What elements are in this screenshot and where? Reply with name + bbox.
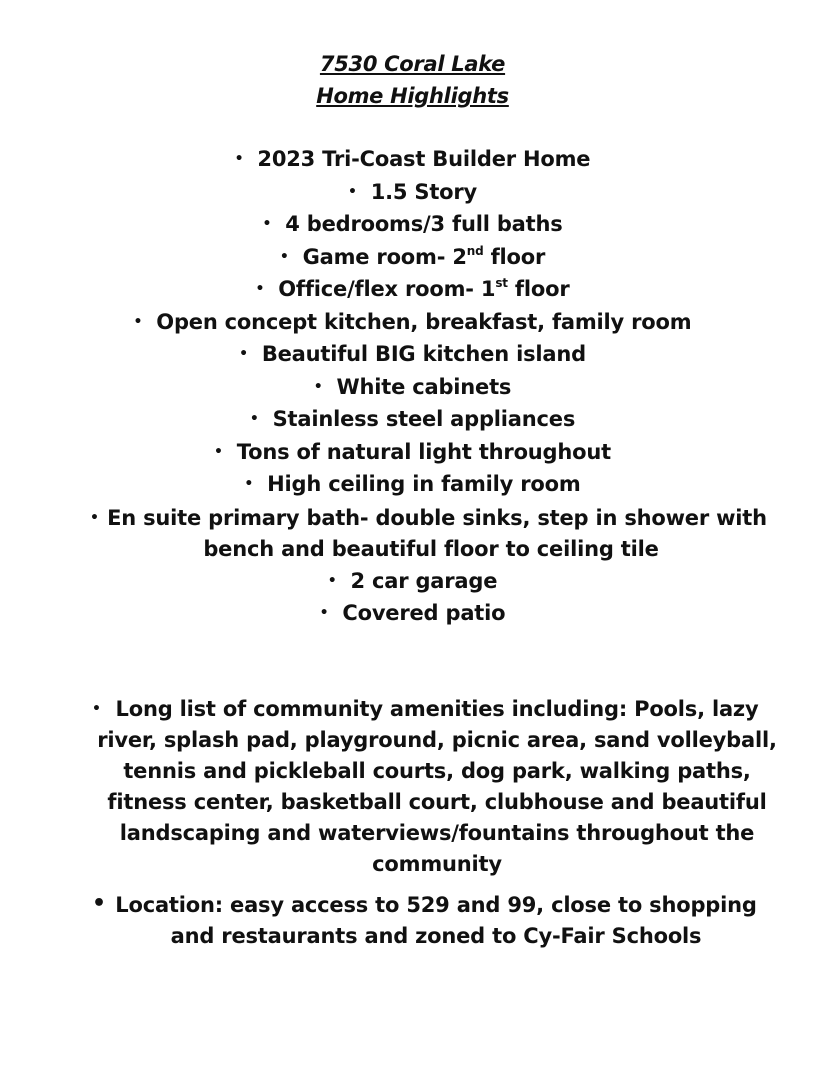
list-item-community (88, 694, 778, 880)
bullet-icon: • (249, 411, 259, 427)
list-item: • 1.5 Story (0, 176, 825, 209)
list-item: • Beautiful BIG kitchen island (0, 338, 825, 371)
list-item: • Open concept kitchen, breakfast, family room (0, 306, 825, 339)
highlights-title: Home Highlights (316, 84, 509, 108)
list-item: • White cabinets (0, 371, 825, 404)
bullet-icon: • (214, 443, 223, 460)
bullet-icon: • (90, 510, 99, 526)
list-item: • High ceiling in family room (0, 468, 825, 501)
list-item: • Stainless steel appliances (0, 403, 825, 436)
location-text: Location: easy access to 529 and 99, close to shopping and restaurants and zoned to Cy-Fair Schools (115, 893, 757, 948)
list-item: • Covered patio (0, 597, 825, 629)
list-item: • 2 car garage (0, 565, 825, 597)
bullet-icon: • (327, 573, 337, 589)
list-item: • 2023 Tri-Coast Builder Home (0, 143, 825, 176)
bullet-icon: • (244, 476, 254, 492)
list-item: • 4 bedrooms/3 full baths (0, 208, 825, 241)
highlights-list (0, 143, 825, 501)
bullet-icon: • (279, 248, 289, 265)
list-item-suite (84, 503, 778, 565)
bullet-icon: • (92, 701, 101, 717)
bullet-icon: • (347, 183, 357, 200)
amenities-short-list (0, 565, 825, 629)
address-title: 7530 Coral Lake (319, 52, 506, 76)
suite-line-2: bench and beautiful floor to ceiling tile (203, 537, 659, 561)
bullet-icon: • (234, 151, 244, 167)
list-item: • Office/flex room- 1st floor (0, 273, 825, 306)
bullet-icon: • (313, 378, 323, 395)
bullet-icon: • (255, 281, 265, 297)
bullet-icon: • (133, 313, 143, 330)
community-text: Long list of community amenities including: Pools, lazy river, splash pad, playground, picnic area, sand volleyball, tennis and pickleball courts, dog park, walking paths, fitness center, basketball court, clubhouse and beautiful landscaping and waterviews/fountains throughout the community (97, 697, 777, 876)
bullet-icon: • (262, 216, 272, 232)
bullet-icon: • (319, 605, 329, 621)
bullet-icon: • (92, 891, 106, 916)
list-item: • Tons of natural light throughout (0, 436, 825, 469)
suite-line-1: En suite primary bath- double sinks, step in shower with (107, 506, 767, 530)
list-item: • Game room- 2nd floor (0, 241, 825, 274)
list-item-location (86, 890, 774, 952)
bullet-icon: • (239, 346, 248, 362)
